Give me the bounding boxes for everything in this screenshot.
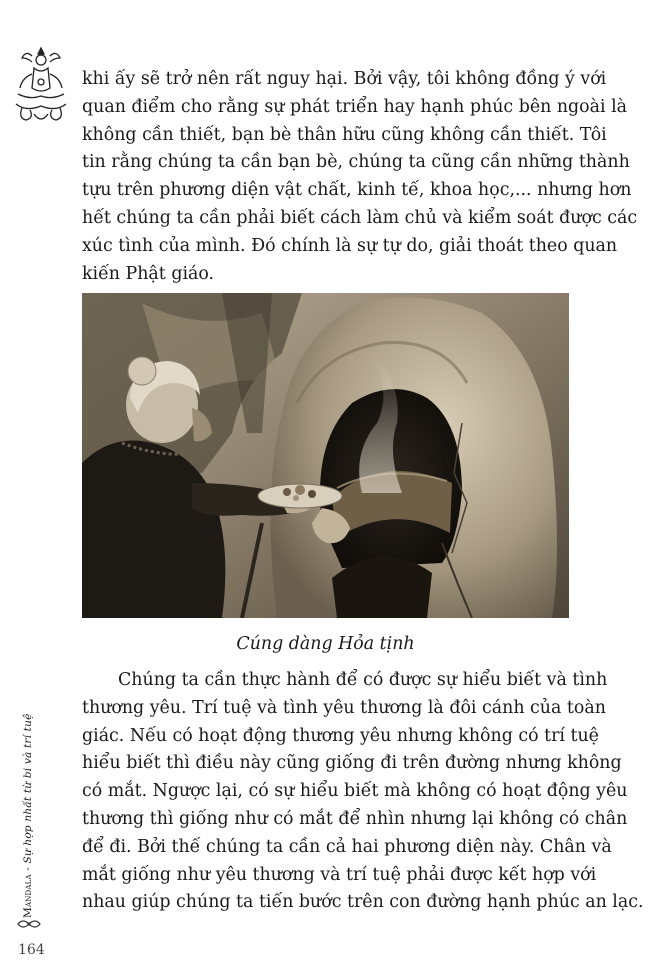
text-line: có mắt. Ngược lại, có sự hiểu biết mà không có hoạt động yêu bbox=[82, 781, 628, 802]
page-number: 164 bbox=[18, 942, 45, 958]
text-line: khi ấy sẽ trở nên rất nguy hại. Bởi vậy, tôi không đồng ý với bbox=[82, 69, 607, 89]
text-line: tựu trên phương diện vật chất, kinh tế, khoa học,... nhưng hơn bbox=[82, 180, 632, 201]
book-title: Sự hợp nhất từ bi và trí tuệ bbox=[22, 713, 34, 864]
deity-ornament-icon bbox=[12, 44, 70, 126]
text-line: hết chúng ta cần phải biết cách làm chủ và kiểm soát được các bbox=[82, 207, 638, 228]
text-line: giác. Nếu có hoạt động thương yêu nhưng không có trí tuệ bbox=[82, 725, 599, 746]
running-header bbox=[22, 638, 38, 918]
text-line: không cần thiết, bạn bè thân hữu cũng không cần thiết. Tôi bbox=[82, 124, 607, 145]
fire-offering-photo bbox=[82, 293, 569, 618]
text-line: hiểu biết thì điều này cũng giống đi trên đường nhưng không bbox=[82, 753, 622, 774]
text-line: tin rằng chúng ta cần bạn bè, chúng ta cũng cần những thành bbox=[82, 152, 630, 173]
text-line: Chúng ta cần thực hành để có được sự hiểu biết và tình bbox=[118, 670, 608, 690]
text-line: xúc tình của mình. Đó chính là sự tự do, giải thoát theo quan bbox=[82, 235, 618, 256]
header-separator: - bbox=[22, 863, 34, 875]
text-line: thương yêu. Trí tuệ và tình yêu thương là đôi cánh của toàn bbox=[82, 697, 606, 718]
text-line: nhau giúp chúng ta tiến bước trên con đường hạnh phúc an lạc. bbox=[82, 892, 644, 913]
text-line: để đi. Bởi thế chúng ta cần cả hai phương diện này. Chân và bbox=[82, 836, 612, 857]
paragraph-compassion-wisdom bbox=[82, 667, 644, 917]
text-line: quan điểm cho rằng sự phát triển hay hạnh phúc bên ngoài là bbox=[82, 96, 628, 117]
text-line: mắt giống như yêu thương và trí tuệ phải được kết hợp với bbox=[82, 864, 597, 885]
flourish-ornament-icon bbox=[16, 918, 42, 930]
text-line: thương thì giống như có mắt để nhìn nhưng lại không có chân bbox=[82, 808, 628, 829]
photo-caption: Cúng dàng Hỏa tịnh bbox=[236, 634, 415, 654]
paragraph-intro bbox=[82, 66, 638, 288]
book-brand: Mandala bbox=[22, 874, 34, 918]
text-line: kiến Phật giáo. bbox=[82, 263, 215, 284]
